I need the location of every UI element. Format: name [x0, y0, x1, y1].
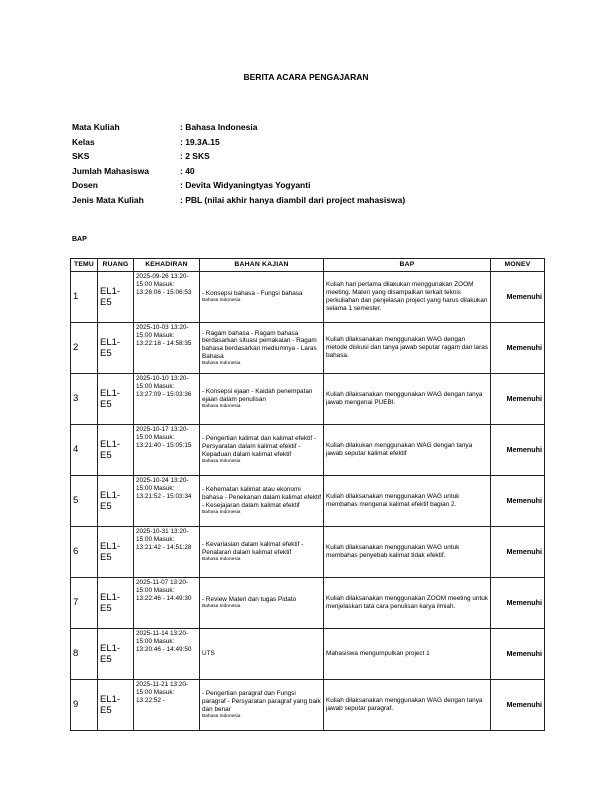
monev-cell: Memenuhi	[491, 527, 545, 578]
monev-cell: Memenuhi	[491, 680, 545, 731]
course-info	[72, 120, 405, 207]
bahan-text: UTS	[202, 650, 215, 658]
meta-label: Dosen	[72, 180, 98, 190]
document-title: BERITA ACARA PENGAJARAN	[243, 72, 369, 82]
bap-cell: Kuliah dilaksanakan menggunakan ZOOM meeting untuk menjelaskan tata cara penulisan karya ilmiah.	[324, 578, 491, 629]
monev-cell: Memenuhi	[491, 272, 545, 323]
header-temu: TEMU	[71, 259, 98, 272]
ruang-cell: EL1-E5	[98, 425, 134, 476]
bap-table	[70, 258, 545, 731]
table-row	[71, 578, 545, 629]
bahan-kajian-cell	[200, 425, 324, 476]
bahan-kajian-cell	[200, 272, 324, 323]
table-row	[71, 629, 545, 680]
bahan-text: - Kevariasian dalam kalimat efektif - Penalaran dalam kalimat efektif	[202, 541, 304, 557]
table-row	[71, 680, 545, 731]
kehadiran-cell: 2025-10-03 13:20-15:00 Masuk: 13:22:18 - 14:58:35	[134, 323, 200, 374]
header-ruang: RUANG	[98, 259, 134, 272]
meta-label: Jenis Mata Kuliah	[72, 194, 144, 205]
meta-label: Mata Kuliah	[72, 122, 120, 132]
header-monev: MONEV	[491, 259, 545, 272]
section-label: BAP	[72, 236, 87, 243]
temu-cell: 9	[71, 680, 98, 731]
bap-cell: Kuliah hari pertama dilakukan menggunakan ZOOM meeting. Materi yang disampaikan terkait teknis perkuliahan dan penjelasan project yang harus dilakukan selama 1 semester.	[324, 272, 491, 323]
bahan-kajian-cell	[200, 476, 324, 527]
kehadiran-cell: 2025-11-14 13:20-15:00 Masuk: 13:20:46 - 14:49:50	[134, 629, 200, 680]
subject-caption: Bahasa Indonesia	[202, 403, 241, 409]
bap-cell: Kuliah dilaksanakan menggunakan WAG dengan metode diskusi dan tanya jawab seputar ragam dan laras bahasa.	[324, 323, 491, 374]
table-row	[71, 476, 545, 527]
bap-cell: Kuliah dilaksanakan menggunakan WAG dengan tanya jawab seputar paragraf.	[324, 680, 491, 731]
table-row	[71, 272, 545, 323]
ruang-cell: EL1-E5	[98, 323, 134, 374]
subject-caption: Bahasa Indonesia	[202, 713, 241, 719]
bahan-kajian-cell	[200, 527, 324, 578]
temu-cell: 2	[71, 323, 98, 374]
bap-cell: Kuliah dilaksanakan menggunakan WAG dengan tanya jawab mengenai PUEBI.	[324, 374, 491, 425]
subject-caption: Bahasa Indonesia	[202, 509, 241, 515]
table-row	[71, 374, 545, 425]
monev-cell: Memenuhi	[491, 578, 545, 629]
meta-label: Jumlah Mahasiswa	[72, 165, 150, 176]
subject-caption: Bahasa Indonesia	[202, 360, 241, 366]
meta-row	[72, 193, 405, 208]
header-kehadiran: KEHADIRAN	[134, 259, 200, 272]
bahan-text: - Pengertian kalimat dan kalimat efektif - Persyaratan dalam kalimat efektif - Kepaduan dalam kalimat efektif	[202, 435, 317, 459]
meta-row	[72, 178, 405, 193]
kehadiran-cell: 2025-10-31 13:20-15:00 Masuk: 13:21:42 - 14:51:28	[134, 527, 200, 578]
meta-value: : PBL (nilai akhir hanya diambil dari project mahasiswa)	[180, 194, 406, 205]
table-row	[71, 323, 545, 374]
bahan-text: - Konsepsi bahasa - Fungsi bahasa	[202, 290, 303, 298]
ruang-cell: EL1-E5	[98, 272, 134, 323]
ruang-cell: EL1-E5	[98, 629, 134, 680]
monev-cell: Memenuhi	[491, 374, 545, 425]
table-header-row	[71, 259, 545, 272]
meta-row	[72, 149, 405, 164]
temu-cell: 8	[71, 629, 98, 680]
temu-cell: 5	[71, 476, 98, 527]
temu-cell: 1	[71, 272, 98, 323]
meta-row	[72, 135, 405, 150]
kehadiran-cell: 2025-10-24 13:20-15:00 Masuk: 13:21:52 - 15:03:34	[134, 476, 200, 527]
ruang-cell: EL1-E5	[98, 680, 134, 731]
monev-cell: Memenuhi	[491, 629, 545, 680]
temu-cell: 4	[71, 425, 98, 476]
bahan-kajian-cell	[200, 374, 324, 425]
ruang-cell: EL1-E5	[98, 578, 134, 629]
temu-cell: 3	[71, 374, 98, 425]
ruang-cell: EL1-E5	[98, 527, 134, 578]
meta-value: : Devita Widyaningtyas Yogyanti	[180, 180, 311, 190]
bahan-kajian-cell	[200, 629, 324, 680]
header-bap: BAP	[324, 259, 491, 272]
header-bahan-kajian: BAHAN KAJIAN	[200, 259, 324, 272]
ruang-cell: EL1-E5	[98, 374, 134, 425]
monev-cell: Memenuhi	[491, 476, 545, 527]
meta-row	[72, 164, 405, 179]
bap-cell: Kuliah dilaksanakan menggunakan WAG untuk membahas mengenai kalimat efektif bagian 2.	[324, 476, 491, 527]
bap-cell: Kuliah dilaksanakan menggunakan WAG untuk membahas penyebab kalimat tidak efektif.	[324, 527, 491, 578]
bahan-kajian-cell	[200, 680, 324, 731]
meta-value: : Bahasa Indonesia	[180, 122, 258, 132]
temu-cell: 7	[71, 578, 98, 629]
bap-cell: Mahasiswa mengumpulkan project 1	[324, 629, 491, 680]
bahan-kajian-cell	[200, 323, 324, 374]
bahan-text: - Kehematan kalimat atau ekonomi bahasa - Penekanan dalam kalimat efektif - Kesejajaran dalam kalimat efektif	[202, 486, 322, 510]
table-row	[71, 527, 545, 578]
meta-label: SKS	[72, 151, 90, 161]
kehadiran-cell: 2025-11-21 13:20-15:00 Masuk: 13:22:52 -	[134, 680, 200, 731]
kehadiran-cell: 2025-11-07 13:20-15:00 Masuk: 13:22:46 - 14:49:30	[134, 578, 200, 629]
subject-caption: Bahasa Indonesia	[202, 298, 241, 304]
subject-caption: Bahasa Indonesia	[202, 556, 241, 562]
subject-caption: Bahasa Indonesia	[202, 458, 241, 464]
meta-label: Kelas	[72, 136, 95, 147]
meta-value: : 40	[180, 165, 195, 176]
bahan-kajian-cell	[200, 578, 324, 629]
bahan-text: - Konsepsi ejaan - Kaidah penempatan ejaan dalam penulisan	[202, 388, 313, 404]
subject-caption: Bahasa Indonesia	[202, 604, 241, 610]
meta-value: : 2 SKS	[180, 151, 210, 161]
kehadiran-cell: 2025-09-26 13:20-15:00 Masuk: 13:26:06 - 15:06:53	[134, 272, 200, 323]
monev-cell: Memenuhi	[491, 425, 545, 476]
bahan-text: - Review Materi dan tugas Pidato	[202, 596, 297, 604]
kehadiran-cell: 2025-10-10 13:20-15:00 Masuk: 13:27:09 - 15:03:36	[134, 374, 200, 425]
meta-row	[72, 120, 405, 135]
kehadiran-cell: 2025-10-17 13:20-15:00 Masuk: 13:21:40 - 15:05:15	[134, 425, 200, 476]
table-row	[71, 425, 545, 476]
bahan-text: - Pengertian paragraf dan Fungsi paragraf - Persyaratan paragraf yang baik dan benar	[202, 690, 321, 714]
bahan-text: - Ragam bahasa - Ragam bahasa berdasarkan situasi pemakaian - Ragam bahasa berdasarkan mediumnya - Laras Bahasa	[202, 329, 317, 360]
monev-cell: Memenuhi	[491, 323, 545, 374]
bap-cell: Kuliah dilakukan menggunakan WAG dengan tanya jawab seputar kalimat efektif	[324, 425, 491, 476]
meta-value: : 19.3A.15	[180, 136, 220, 147]
ruang-cell: EL1-E5	[98, 476, 134, 527]
temu-cell: 6	[71, 527, 98, 578]
